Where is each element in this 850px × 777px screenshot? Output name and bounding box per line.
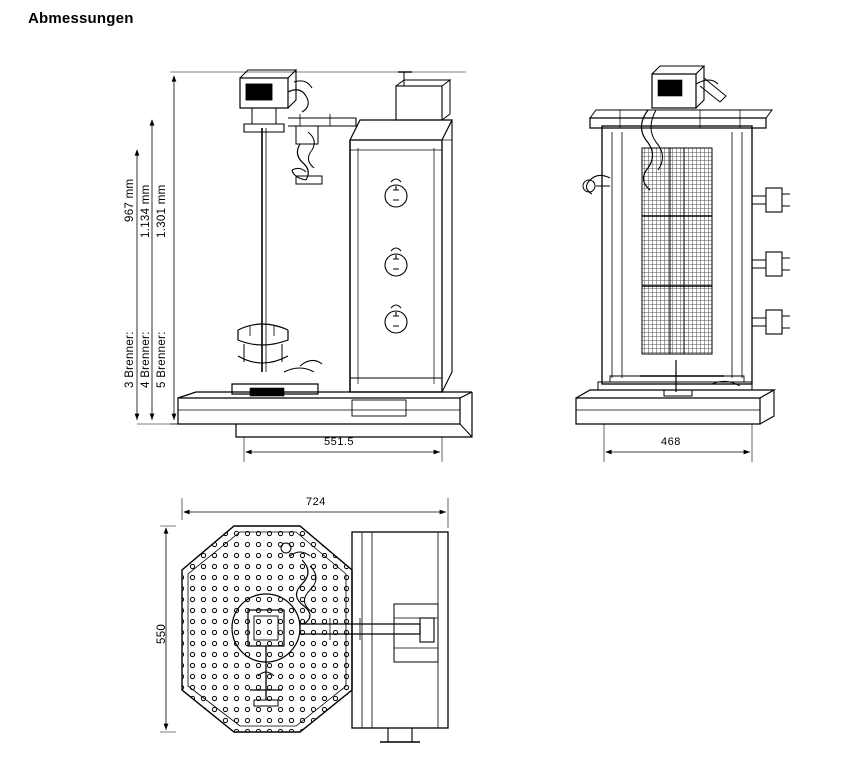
front-view-geometry	[178, 70, 472, 437]
dim-width-550: 550	[156, 623, 168, 644]
dim-height-1301: 1.301 mm	[156, 184, 168, 238]
label-3-brenner: 3 Brenner:	[124, 331, 136, 388]
dim-height-967: 967 mm	[124, 178, 136, 222]
dim-height-1134: 1.134 mm	[140, 184, 152, 238]
front-view-dimension-lines	[137, 72, 466, 462]
label-5-brenner: 5 Brenner:	[156, 331, 168, 388]
dim-width-468: 468	[661, 436, 681, 448]
dim-depth-724: 724	[306, 496, 326, 508]
page-title: Abmessungen	[28, 10, 134, 27]
side-view-geometry	[576, 66, 790, 424]
dim-width-551: 551.5	[324, 436, 355, 448]
label-4-brenner: 4 Brenner:	[140, 331, 152, 388]
top-view-geometry	[182, 526, 448, 742]
